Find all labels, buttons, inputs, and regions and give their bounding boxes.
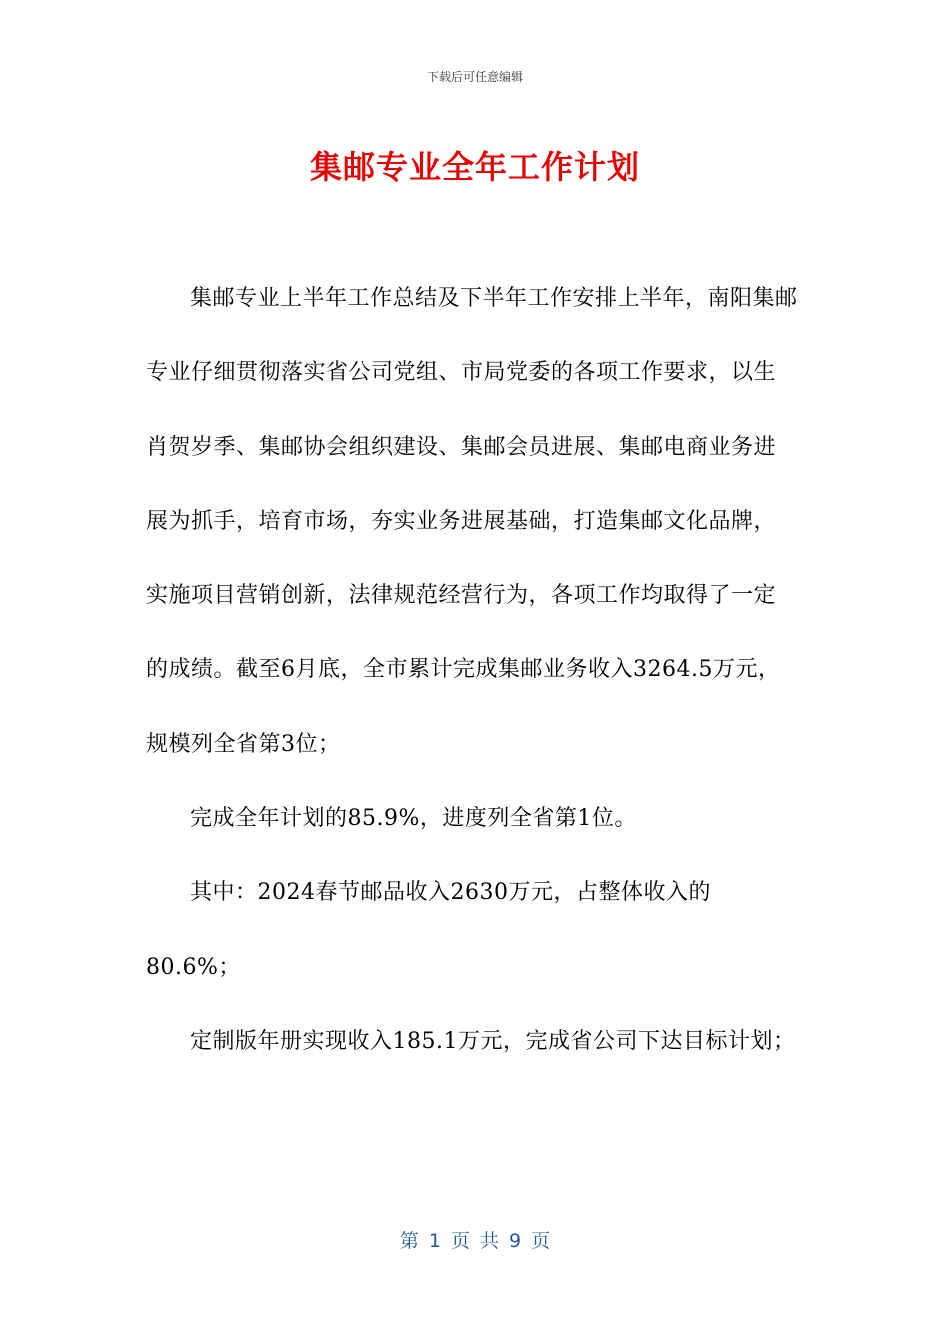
header-note: 下载后可任意编辑	[426, 70, 523, 84]
document-title: 集邮专业全年工作计划	[309, 148, 640, 186]
page-number: 第 1 页 共 9 页	[399, 1230, 551, 1252]
document-body	[146, 262, 798, 1079]
paragraph: 定制版年册实现收入185.1万元，完成省公司下达目标计划；	[190, 1028, 796, 1054]
paragraph: 完成全年计划的85.9%，进度列全省第1位。	[190, 806, 637, 832]
paragraph: 其中：2024春节邮品收入2630万元，占整体收入的80.6%；	[146, 880, 711, 980]
paragraph: 集邮专业上半年工作总结及下半年工作安排上半年，南阳集邮专业仔细贯彻落实省公司党组、市局党委的各项工作要求，以生肖贺岁季、集邮协会组织建设、集邮会员进展、集邮电商业务进展为抓手，培育市场，夯实业务进展基础，打造集邮文化品牌，实施项目营销创新，法律规范经营行为，各项工作均取得了一定的成绩。截至6月底，全市累计完成集邮业务收入3264.5万元，规模列全省第3位；	[146, 286, 798, 757]
